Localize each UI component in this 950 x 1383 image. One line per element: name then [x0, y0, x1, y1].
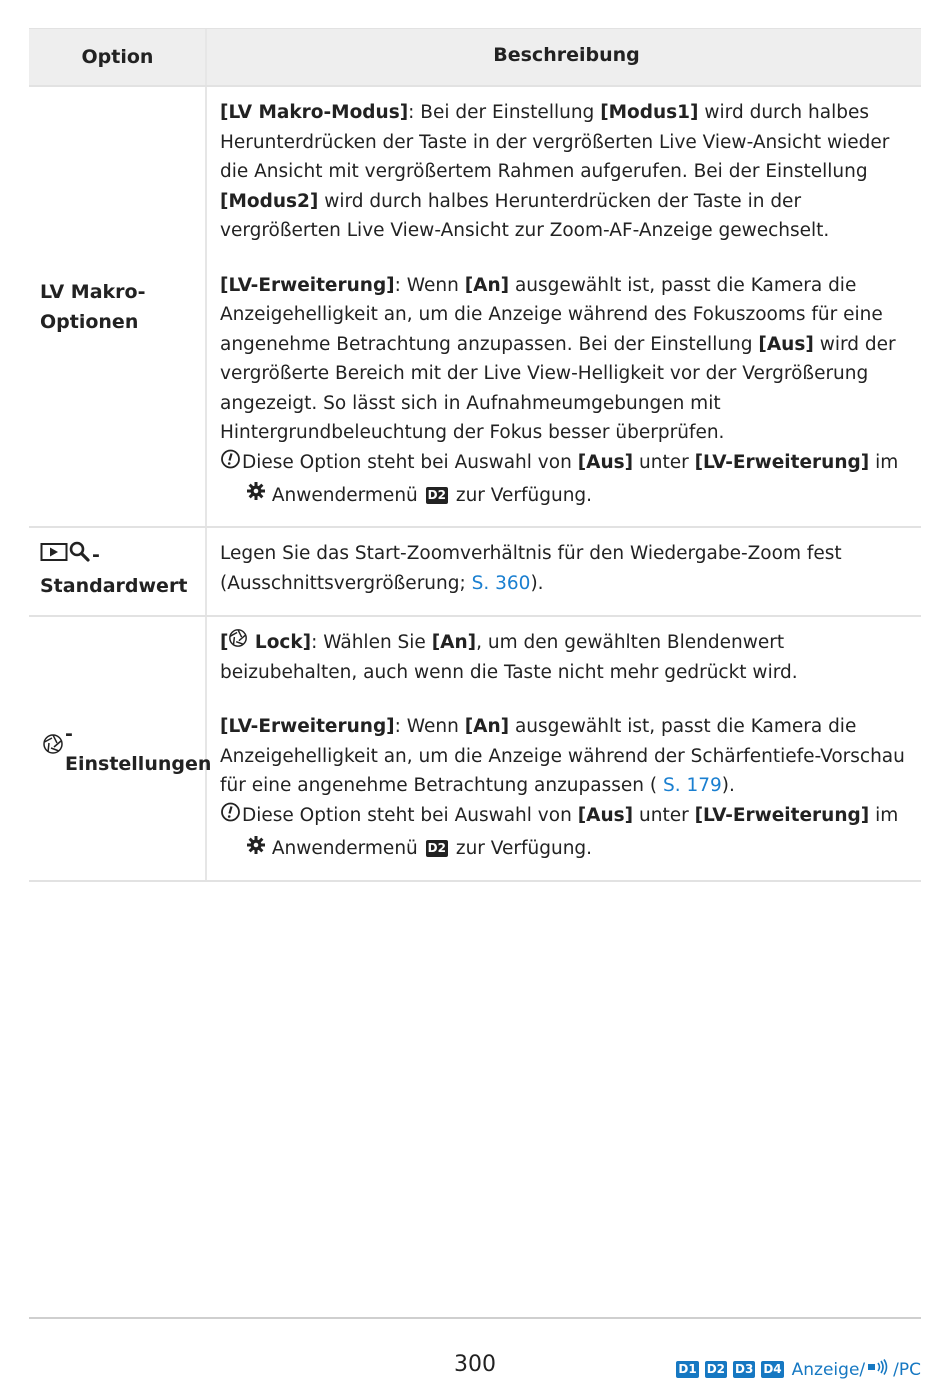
- header-option: Option: [29, 29, 207, 85]
- nav-label[interactable]: Anzeige/: [791, 1359, 866, 1380]
- header-description: Beschreibung: [493, 43, 640, 66]
- playback-icon: [40, 541, 68, 571]
- page-link[interactable]: S. 179: [657, 775, 722, 797]
- table-row: [29, 528, 921, 617]
- paragraph: [LV-Erweiterung]: Wenn [An] ausgewählt ist, passt die Kamera die Anzeigehelligkeit an, um die Anzeige während des Fokuszooms für eine angenehme Betrachtung anzupassen. Bei der Einstellung [Aus] wird der vergrößerte Bereich mit der Live View-Helligkeit vor der Vergrößerung angezeigt. So lässt sich in Aufnahmeumgebungen mit Hintergrundbeleuchtung der Fokus besser überprüfen.: [220, 274, 896, 443]
- caution-icon: [220, 801, 242, 832]
- note-continuation: Anwendermenü D2 zur Verfügung.: [220, 481, 913, 511]
- zoom-icon: [68, 540, 92, 571]
- table-row: [29, 617, 921, 882]
- wireless-icon: [867, 1359, 891, 1380]
- paragraph: [LV Makro-Modus]: Bei der Einstellung [Modus1] wird durch halbes Herunterdrücken der Taste in der vergrößerten Live View-Ansicht wieder die Ansicht mit vergrößertem Rahmen aufgerufen. Bei der Einstellung [Modus2] wird durch halbes Herunterdrücken der Taste in der vergrößerten Live View-Ansicht zur Zoom-AF-Anzeige gewechselt.: [220, 102, 890, 241]
- paragraph: Legen Sie das Start-Zoomverhältnis für den Wiedergabe-Zoom fest (Ausschnittsvergrößerung; S. 360).: [220, 543, 842, 594]
- page-link[interactable]: S. 360: [471, 572, 531, 594]
- menu-badge: D2: [427, 488, 446, 502]
- table-row: [29, 87, 921, 528]
- settings-table: [29, 28, 921, 882]
- option-lv-makro: LV Makro- Optionen: [29, 87, 207, 526]
- note: Diese Option steht bei Auswahl von [Aus] unter [LV-Erweiterung] im: [220, 448, 913, 479]
- description-playback-zoom: [207, 528, 921, 615]
- tab-d1[interactable]: D1: [678, 1362, 697, 1376]
- note-continuation: Anwendermenü D2 zur Verfügung.: [220, 834, 913, 864]
- option-aperture-settings: -Einstellungen: [29, 617, 207, 880]
- description-aperture-settings: [207, 617, 921, 880]
- nav-suffix[interactable]: /PC: [893, 1359, 921, 1380]
- footer-divider: [29, 1317, 921, 1319]
- option-playback-zoom: - Standardwert: [29, 528, 207, 615]
- paragraph: [ Lock]: Wählen Sie [An], um den gewählten Blendenwert beizubehalten, auch wenn die Taste nicht mehr gedrückt wird.: [220, 628, 913, 687]
- aperture-icon: [228, 628, 248, 658]
- page-number: 300: [454, 1352, 496, 1377]
- tab-d4[interactable]: D4: [763, 1362, 782, 1376]
- caution-icon: [220, 448, 242, 479]
- description-lv-makro: [207, 87, 921, 526]
- menu-badge: D2: [427, 841, 446, 856]
- tab-d3[interactable]: D3: [735, 1362, 754, 1376]
- table-header: [29, 28, 921, 87]
- tab-d2[interactable]: D2: [706, 1362, 726, 1376]
- gear-icon: [246, 481, 266, 511]
- paragraph: [LV-Erweiterung]: Wenn [An] ausgewählt ist, passt die Kamera die Anzeigehelligkeit an, um die Anzeige während der Schärfentiefe-Vorschau für eine angenehme Betrachtung anzupassen ( S. 179).: [220, 716, 905, 797]
- gear-icon: [246, 835, 266, 865]
- aperture-icon: [42, 733, 64, 764]
- note: Diese Option steht bei Auswahl von [Aus] unter [LV-Erweiterung] im: [220, 801, 913, 832]
- footer-nav: [674, 1359, 921, 1380]
